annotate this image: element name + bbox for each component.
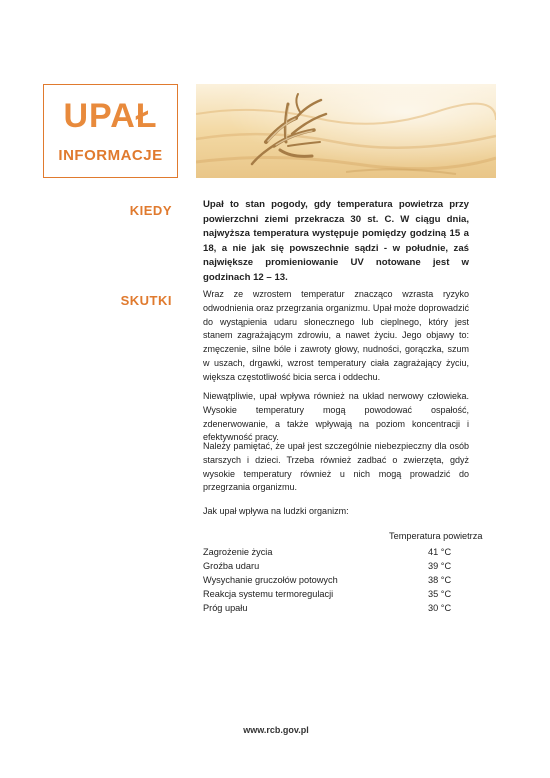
title-box	[43, 84, 178, 178]
skutki-paragraph-3: Należy pamiętać, że upał jest szczególnie niebezpieczny dla osób starszych i dzieci. Trzeba również zadbać o zwierzęta, gdyż wysokie temperatury również u nich mogą prowadzić do przegrzania organizmu.	[203, 441, 469, 493]
table-row-value: 41 °C	[428, 547, 452, 557]
table-row	[203, 575, 493, 589]
table-row-label: Próg upału	[203, 603, 248, 613]
table-row-value: 38 °C	[428, 575, 452, 585]
footer-url[interactable]: www.rcb.gov.pl	[243, 725, 309, 735]
table-row	[203, 603, 493, 617]
section-label-skutki: SKUTKI	[120, 293, 172, 308]
table-row-value: 35 °C	[428, 589, 452, 599]
section-label-kiedy: KIEDY	[129, 203, 172, 218]
driftwood-on-sand-illustration	[196, 84, 496, 178]
table-header-temperature: Temperatura powietrza	[389, 531, 483, 541]
table-row-value: 30 °C	[428, 603, 452, 613]
hero-image	[196, 84, 496, 178]
kiedy-text: Upał to stan pogody, gdy temperatura powietrza przy powierzchni ziemi przekracza 30 st. C. W ciągu dnia, najwyższa temperatura występuje pomiędzy godziną 15 a 18, a nie jak się powszechnie sądzi - w południe, zaś największe promieniowanie UV notowane jest w godzinach 12 – 13.	[203, 199, 469, 283]
skutki-paragraph-1: Wraz ze wzrostem temperatur znacząco wzrasta ryzyko odwodnienia oraz przegrzania organizmu. Upał może doprowadzić do wystąpienia udaru słonecznego lub cieplnego, który jest stanem zagrażającym zdrowiu, a nawet życiu. Jego objawy to: zmęczenie, silne bóle i zawroty głowy, nudności, gorączka, szum w uszach, drgawki, wzrost temperatury ciała zagrażający życiu, większa częstotliwość bicia serca i oddechu.	[203, 289, 469, 382]
table-row	[203, 589, 493, 603]
page-subtitle: INFORMACJE	[58, 147, 163, 164]
table-row	[203, 561, 493, 575]
table-row-label: Wysychanie gruczołów potowych	[203, 575, 338, 585]
table-row	[203, 547, 493, 561]
page-title: UPAŁ	[63, 97, 158, 135]
table-intro: Jak upał wpływa na ludzki organizm:	[203, 506, 349, 516]
skutki-paragraph-2: Niewątpliwie, upał wpływa również na układ nerwowy człowieka. Wysokie temperatury mogą powodować ospałość, zdenerwowanie, a także wpływają na poziom koncentracji i efektywność pracy.	[203, 391, 469, 443]
table-row-label: Reakcja systemu termoregulacji	[203, 589, 334, 599]
table-row-label: Groźba udaru	[203, 561, 260, 571]
table-row-value: 39 °C	[428, 561, 452, 571]
table-row-label: Zagrożenie życia	[203, 547, 273, 557]
